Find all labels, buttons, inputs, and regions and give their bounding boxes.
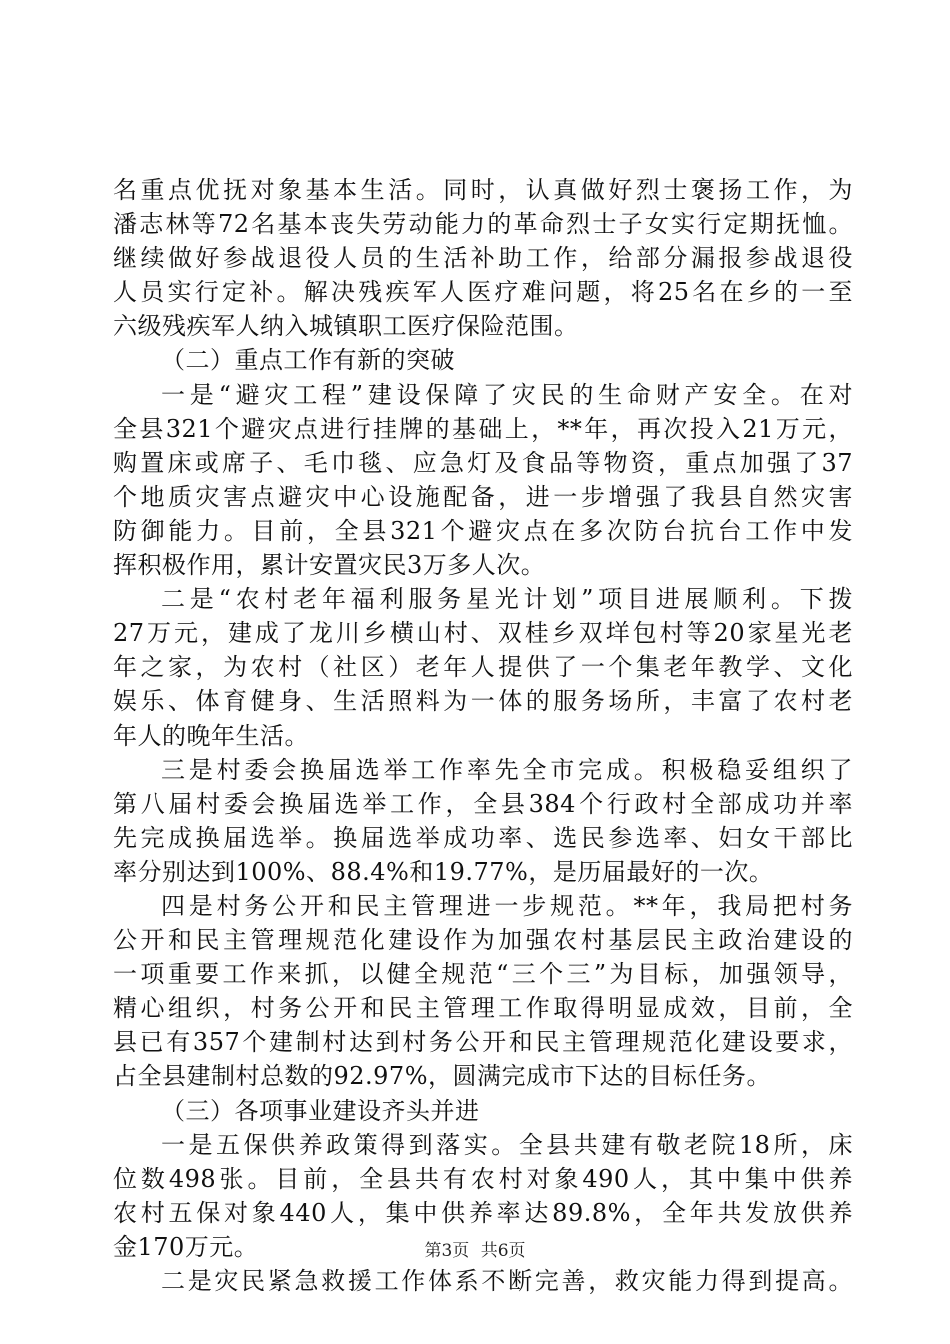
text-line: 位数498张。目前，全县共有农村对象490人，其中集中供养	[113, 1164, 853, 1193]
text-line: 人员实行定补。解决残疾军人医疗难问题，将25名在乡的一至	[113, 278, 853, 307]
section-heading: （二）重点工作有新的突破	[161, 346, 455, 375]
text-line: 农村五保对象440人，集中供养率达89.8%，全年共发放供养	[113, 1198, 853, 1227]
text-line: 六级残疾军人纳入城镇职工医疗保险范围。	[113, 312, 579, 341]
text-line: 年之家，为农村（社区）老年人提供了一个集老年教学、文化	[113, 653, 853, 682]
text-line: 年人的晚年生活。	[113, 721, 309, 750]
text-line: 二是灾民紧急救援工作体系不断完善，救灾能力得到提高。	[161, 1267, 853, 1295]
text-line: 公开和民主管理规范化建设作为加强农村基层民主政治建设的	[113, 926, 853, 955]
text-line: 一项重要工作来抓，以健全规范“三个三”为目标，加强领导，	[113, 960, 853, 989]
text-line: 娱乐、体育健身、生活照料为一体的服务场所，丰富了农村老	[113, 687, 853, 716]
text-line: 挥积极作用，累计安置灾民3万多人次。	[113, 551, 546, 580]
text-line: 名重点优抚对象基本生活。同时，认真做好烈士褒扬工作，为	[113, 176, 853, 204]
text-line: 潘志林等72名基本丧失劳动能力的革命烈士子女实行定期抚恤。	[113, 210, 853, 239]
text-line: 三是村委会换届选举工作率先全市完成。积极稳妥组织了	[161, 755, 853, 784]
page-number: 第3页	[424, 1241, 470, 1261]
text-line: 一是五保供养政策得到落实。全县共建有敬老院18所，床	[161, 1130, 853, 1159]
text-line: 个地质灾害点避灾中心设施配备，进一步增强了我县自然灾害	[113, 482, 853, 511]
text-line: 防御能力。目前，全县321个避灾点在多次防台抗台工作中发	[113, 516, 853, 545]
text-line: 占全县建制村总数的92.97%，圆满完成市下达的目标任务。	[113, 1062, 772, 1091]
text-line: 继续做好参战退役人员的生活补助工作，给部分漏报参战退役	[113, 244, 853, 273]
text-line: 先完成换届选举。换届选举成功率、选民参选率、妇女干部比	[113, 823, 853, 852]
page-total: 共6页	[480, 1241, 526, 1261]
text-line: 第八届村委会换届选举工作，全县384个行政村全部成功并率	[113, 789, 853, 818]
text-line: 精心组织，村务公开和民主管理工作取得明显成效，目前，全	[113, 994, 853, 1023]
text-line: 四是村务公开和民主管理进一步规范。**年，我局把村务	[161, 891, 853, 920]
document-body	[113, 173, 853, 1298]
text-line: 27万元，建成了龙川乡横山村、双桂乡双垟包村等20家星光老	[113, 619, 853, 648]
text-line: 全县321个避灾点进行挂牌的基础上，**年，再次投入21万元，	[113, 414, 853, 443]
text-line: 率分别达到100%、88.4%和19.77%，是历届最好的一次。	[113, 857, 774, 886]
section-heading: （三）各项事业建设齐头并进	[161, 1096, 480, 1125]
text-line: 一是“避灾工程”建设保障了灾民的生命财产安全。在对	[161, 380, 853, 409]
page-footer	[0, 1240, 950, 1262]
text-line: 县已有357个建制村达到村务公开和民主管理规范化建设要求，	[113, 1028, 853, 1057]
text-line: 金170万元。	[113, 1232, 259, 1261]
text-line: 购置床或席子、毛巾毯、应急灯及食品等物资，重点加强了37	[113, 448, 853, 477]
text-line: 二是“农村老年福利服务星光计划”项目进展顺利。下拨	[161, 585, 853, 614]
